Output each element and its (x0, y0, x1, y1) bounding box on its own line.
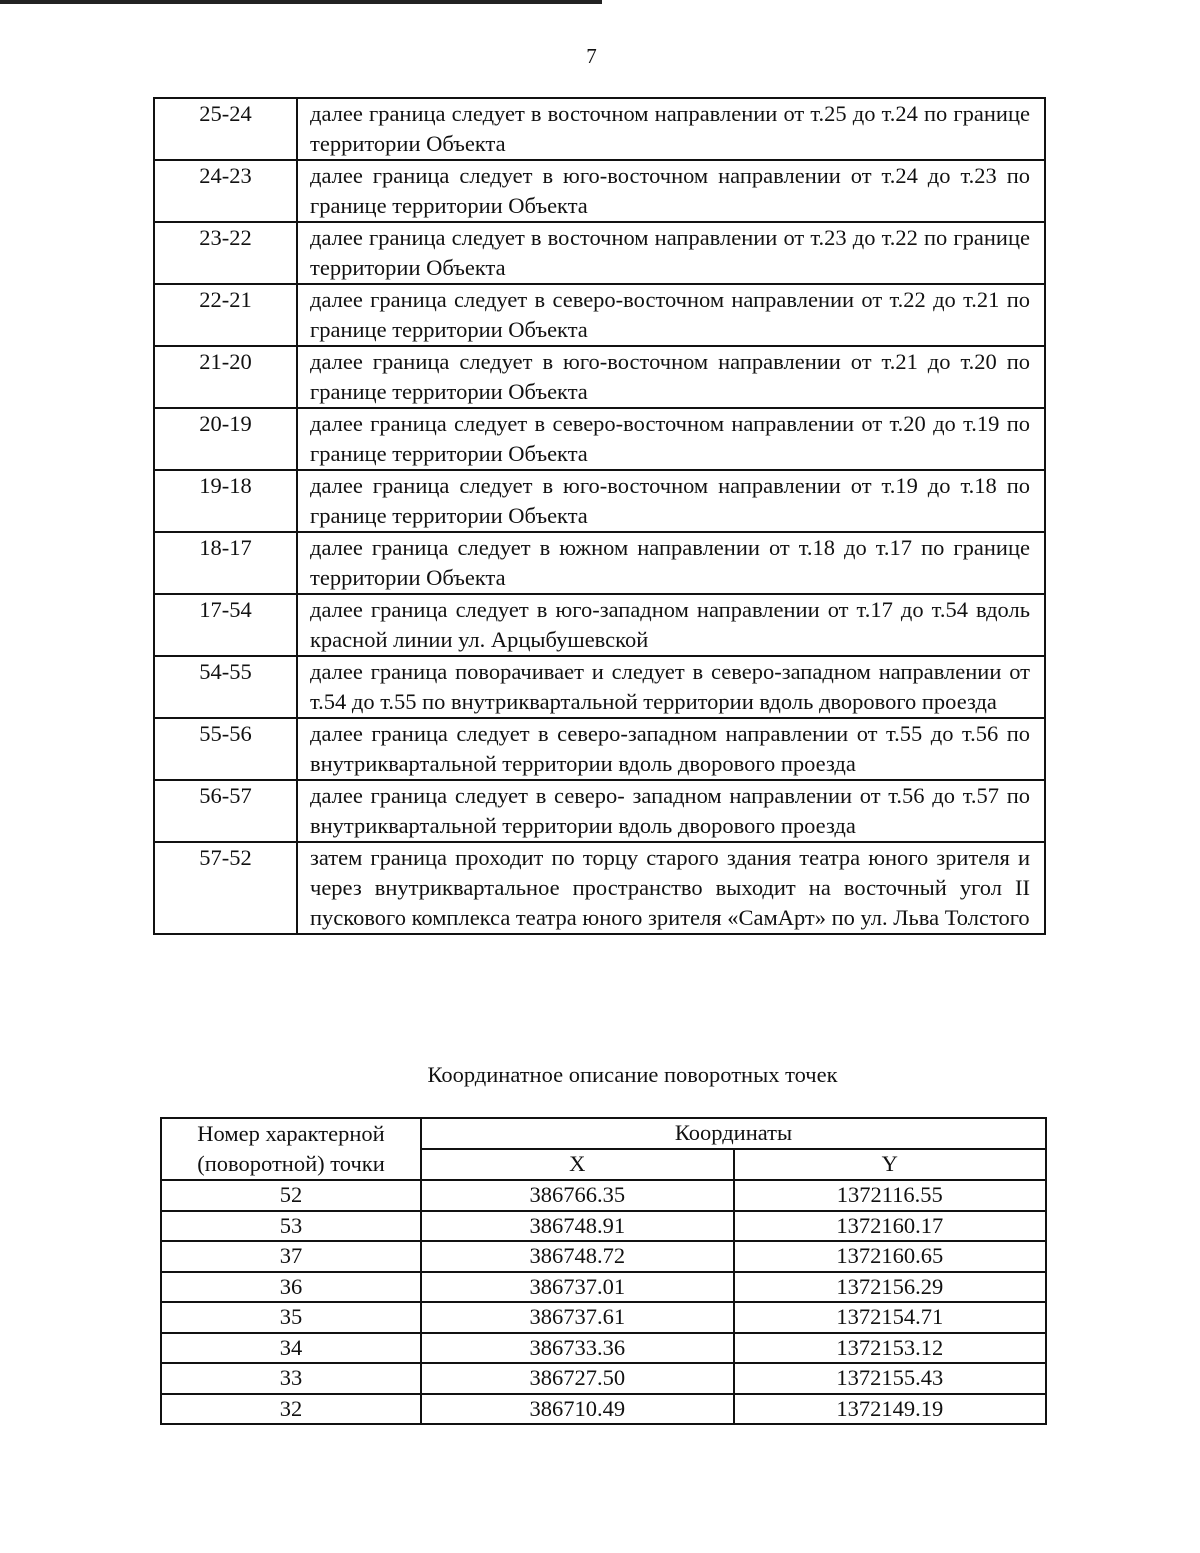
point-cell: 34 (161, 1333, 421, 1364)
point-cell: 52 (161, 1180, 421, 1211)
y-cell: 1372116.55 (734, 1180, 1047, 1211)
boundary-description-table (153, 97, 1046, 935)
point-cell: 35 (161, 1302, 421, 1333)
coordinates-header: Координаты (421, 1118, 1046, 1149)
segment-cell: 22-21 (154, 284, 297, 346)
description-cell: далее граница следует в северо- западном направлении от т.56 до т.57 по внутриквартальной территории вдоль дворового проезда (297, 780, 1045, 842)
segment-cell: 20-19 (154, 408, 297, 470)
description-cell: далее граница следует в северо-восточном направлении от т.20 до т.19 по границе территории Объекта (297, 408, 1045, 470)
point-number-header-line2: (поворотной) точки (197, 1151, 385, 1176)
table-row (154, 842, 1045, 934)
page-number: 7 (586, 44, 597, 68)
point-cell: 37 (161, 1241, 421, 1272)
table-row (154, 98, 1045, 160)
table-row (154, 780, 1045, 842)
y-cell: 1372154.71 (734, 1302, 1047, 1333)
description-cell: далее граница следует в северо-восточном направлении от т.22 до т.21 по границе территории Объекта (297, 284, 1045, 346)
segment-cell: 18-17 (154, 532, 297, 594)
point-cell: 32 (161, 1394, 421, 1425)
table-row (161, 1211, 1046, 1242)
coordinates-section-heading: Координатное описание поворотных точек (427, 1062, 838, 1087)
segment-cell: 24-23 (154, 160, 297, 222)
point-number-header (161, 1118, 421, 1180)
description-cell: далее граница следует в восточном направлении от т.25 до т.24 по границе территории Объекта (297, 98, 1045, 160)
point-cell: 36 (161, 1272, 421, 1303)
table-row (161, 1241, 1046, 1272)
segment-cell: 56-57 (154, 780, 297, 842)
segment-cell: 17-54 (154, 594, 297, 656)
description-cell: далее граница поворачивает и следует в северо-западном направлении от т.54 до т.55 по внутриквартальной территории вдоль дворового проезда (297, 656, 1045, 718)
x-cell: 386727.50 (421, 1363, 734, 1394)
x-cell: 386710.49 (421, 1394, 734, 1425)
segment-cell: 57-52 (154, 842, 297, 934)
table-row (154, 160, 1045, 222)
description-cell: далее граница следует в восточном направлении от т.23 до т.22 по границе территории Объекта (297, 222, 1045, 284)
table-row (154, 656, 1045, 718)
description-cell: далее граница следует в юго-западном направлении от т.17 до т.54 вдоль красной линии ул. Арцыбушевской (297, 594, 1045, 656)
table-row (154, 284, 1045, 346)
x-cell: 386737.61 (421, 1302, 734, 1333)
top-rule (0, 0, 602, 4)
table-row (161, 1363, 1046, 1394)
x-header: X (421, 1149, 734, 1180)
point-cell: 53 (161, 1211, 421, 1242)
description-cell: далее граница следует в юго-восточном направлении от т.19 до т.18 по границе территории Объекта (297, 470, 1045, 532)
y-cell: 1372160.17 (734, 1211, 1047, 1242)
y-cell: 1372160.65 (734, 1241, 1047, 1272)
table-row (161, 1394, 1046, 1425)
table-row (161, 1180, 1046, 1211)
x-cell: 386748.72 (421, 1241, 734, 1272)
table-row (161, 1302, 1046, 1333)
segment-cell: 25-24 (154, 98, 297, 160)
x-cell: 386748.91 (421, 1211, 734, 1242)
description-cell: далее граница следует в южном направлении от т.18 до т.17 по границе территории Объекта (297, 532, 1045, 594)
segment-cell: 23-22 (154, 222, 297, 284)
y-header: Y (734, 1149, 1047, 1180)
table-row (154, 470, 1045, 532)
segment-cell: 19-18 (154, 470, 297, 532)
segment-cell: 55-56 (154, 718, 297, 780)
table-row (154, 532, 1045, 594)
x-cell: 386766.35 (421, 1180, 734, 1211)
description-cell: далее граница следует в юго-восточном направлении от т.21 до т.20 по границе территории Объекта (297, 346, 1045, 408)
table-row (161, 1333, 1046, 1364)
table-row (154, 718, 1045, 780)
description-cell: далее граница следует в юго-восточном направлении от т.24 до т.23 по границе территории Объекта (297, 160, 1045, 222)
table-row (154, 222, 1045, 284)
segment-cell: 21-20 (154, 346, 297, 408)
table-header-row (161, 1118, 1046, 1149)
description-cell: затем граница проходит по торцу старого здания театра юного зрителя и через внутриквартальное пространство выходит на восточный угол II пускового комплекса театра юного зрителя «СамАрт» по ул. Льва Толстого (297, 842, 1045, 934)
point-cell: 33 (161, 1363, 421, 1394)
description-cell: далее граница следует в северо-западном направлении от т.55 до т.56 по внутриквартальной территории вдоль дворового проезда (297, 718, 1045, 780)
table-row (154, 346, 1045, 408)
table-row (154, 408, 1045, 470)
point-number-header-line1: Номер характерной (197, 1121, 385, 1146)
segment-cell: 54-55 (154, 656, 297, 718)
x-cell: 386737.01 (421, 1272, 734, 1303)
coordinates-table (160, 1117, 1047, 1425)
y-cell: 1372156.29 (734, 1272, 1047, 1303)
table-row (154, 594, 1045, 656)
y-cell: 1372155.43 (734, 1363, 1047, 1394)
table-row (161, 1272, 1046, 1303)
y-cell: 1372149.19 (734, 1394, 1047, 1425)
y-cell: 1372153.12 (734, 1333, 1047, 1364)
x-cell: 386733.36 (421, 1333, 734, 1364)
